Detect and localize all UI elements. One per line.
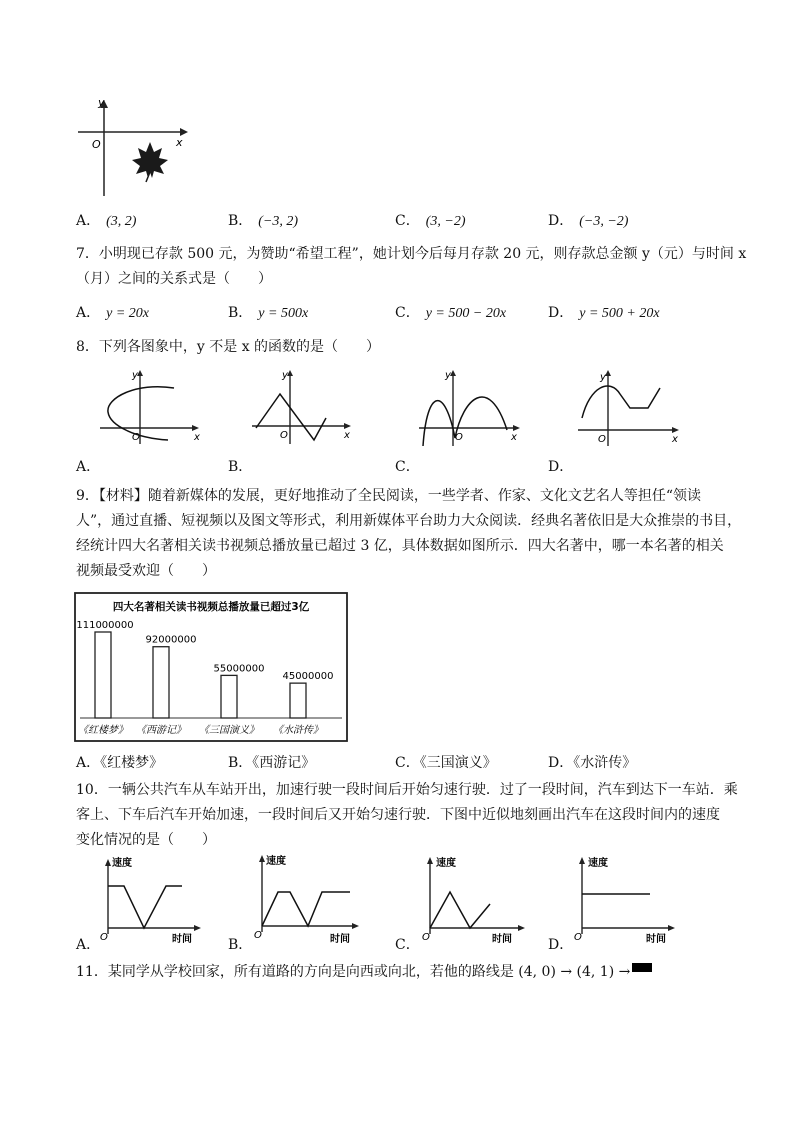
q8-option-c[interactable]: C． [395,459,420,475]
q6-coordinate-graph [70,96,190,200]
svg-text:时间: 时间 [172,934,192,944]
q10-a-curve [108,886,182,928]
q10-option-a[interactable]: A． [76,937,101,953]
q6-x-arrow [180,128,188,136]
leaf-icon [132,142,168,182]
q10-graph-c [420,852,530,944]
q8-a-curve [108,387,174,440]
svg-text:O: O [422,932,430,943]
q8-option-a[interactable]: A． [76,459,101,475]
redaction-block [632,963,652,972]
q10-option-d[interactable]: D． [548,937,574,953]
svg-text:时间: 时间 [492,934,512,944]
svg-text:y: y [132,370,138,381]
bar-value-label-3: 55000000 [213,663,265,675]
q8-d-curve [582,386,660,418]
category-label-1: 《红楼梦》 [78,725,128,736]
svg-text:O: O [132,432,140,443]
q8-graph-b [248,368,358,448]
category-label-4: 《水浒传》 [273,725,323,736]
bar-2 [153,647,169,718]
q10-stem-line1: 10．一辆公共汽车从车站开出，加速行驶一段时间后开始匀速行驶．过了一段时间，汽车到达下一车站．乘 [76,782,738,798]
q10-graph-b [252,850,362,944]
svg-text:O: O [100,932,108,943]
q11-stem: 11．某同学从学校回家，所有道路的方向是向西或向北，若他的路线是 (4, 0) → (4, 1) → [76,962,736,982]
q10-stem-line2: 客上、下车后汽车开始加速，一段时间后又开始匀速行驶．下图中近似地刻画出汽车在这段时间内的速度 [76,807,720,823]
svg-text:O: O [574,932,582,943]
q10-b-curve [262,892,350,926]
q6-x-label: x [176,136,183,149]
q8-stem: 8．下列各图象中，y 不是 x 的函数的是（ ） [76,339,381,355]
category-label-3: 《三国演义》 [199,725,259,736]
q9-stem-line3: 经统计四大名著相关读书视频总播放量已超过 3 亿，具体数据如图所示．四大名著中，哪一本名著的相关 [76,538,724,554]
bar-value-label-2: 92000000 [145,634,197,646]
q10-graph-a [96,854,206,944]
svg-text:速度: 速度 [588,858,608,869]
category-label-2: 《西游记》 [136,725,186,736]
q9-option-c[interactable]: C．《三国演义》 [395,755,497,771]
q9-stem-line2: 人”，通过直播、短视频以及图文等形式，利用新媒体平台助力大众阅读．经典名著依旧是大众推崇的书目， [76,513,742,529]
q8-b-curve [256,394,326,440]
bar-1 [95,632,111,718]
q8-c-curve [423,397,507,446]
q10-stem-line3: 变化情况的是（ ） [76,832,216,848]
q9-stem-line1: 9．【材料】随着新媒体的发展，更好地推动了全民阅读，一些学者、作家、文化文艺名人等担任“领读 [76,488,702,504]
q9-option-b[interactable]: B．《西游记》 [228,755,316,771]
q8-graph-a [96,368,206,448]
q8-graph-c [415,368,525,448]
svg-text:O: O [280,430,288,441]
q10-graph-d [570,852,680,944]
q6-origin-label: O [92,138,101,151]
q6-option-d[interactable]: D． (−3, −2) [548,213,629,229]
q9-option-a[interactable]: A．《红楼梦》 [76,755,164,771]
q7-option-c[interactable]: C． y = 500 − 20x [395,305,507,321]
q8-option-b[interactable]: B． [228,459,253,475]
svg-text:O: O [455,432,463,443]
svg-text:x: x [511,432,517,443]
reading-bar-chart [74,592,348,742]
svg-text:x: x [344,430,350,441]
q8-option-d[interactable]: D． [548,459,574,475]
svg-text:速度: 速度 [112,858,132,869]
q7-option-b[interactable]: B． y = 500x [228,305,309,321]
q6-option-a[interactable]: A． (3, 2) [76,213,137,229]
q9-option-d[interactable]: D．《水浒传》 [548,755,637,771]
q7-stem-line2: （月）之间的关系式是（ ） [76,271,272,287]
q6-option-c[interactable]: C． (3, −2) [395,213,466,229]
chart-title: 四大名著相关读书视频总播放量已超过3亿 [112,601,310,613]
svg-text:y: y [600,372,606,383]
svg-text:O: O [254,930,262,941]
svg-text:速度: 速度 [266,856,286,867]
q6-y-label: y [98,96,105,109]
svg-text:y: y [282,370,288,381]
svg-text:x: x [672,434,678,445]
svg-text:x: x [194,432,200,443]
q6-option-b[interactable]: B． (−3, 2) [228,213,299,229]
bar-4 [290,683,306,718]
svg-text:时间: 时间 [330,934,350,944]
svg-text:速度: 速度 [436,858,456,869]
q7-option-a[interactable]: A． y = 20x [76,305,149,321]
svg-text:y: y [445,370,451,381]
svg-text:时间: 时间 [646,934,666,944]
q9-stem-line4: 视频最受欢迎（ ） [76,563,216,579]
q8-graph-d [574,368,684,448]
q7-option-d[interactable]: D． y = 500 + 20x [548,305,660,321]
q10-c-curve [430,892,490,928]
bar-3 [221,675,237,718]
q10-option-c[interactable]: C． [395,937,420,953]
svg-text:O: O [598,434,606,445]
q7-stem-line1: 7．小明现已存款 500 元，为赞助“希望工程”，她计划今后每月存款 20 元，则存款总金额 y（元）与时间 x [76,246,747,262]
q10-option-b[interactable]: B． [228,937,253,953]
bar-value-label-1: 111000000 [76,620,134,631]
chart-frame [75,593,347,741]
bar-value-label-4: 45000000 [282,671,334,683]
